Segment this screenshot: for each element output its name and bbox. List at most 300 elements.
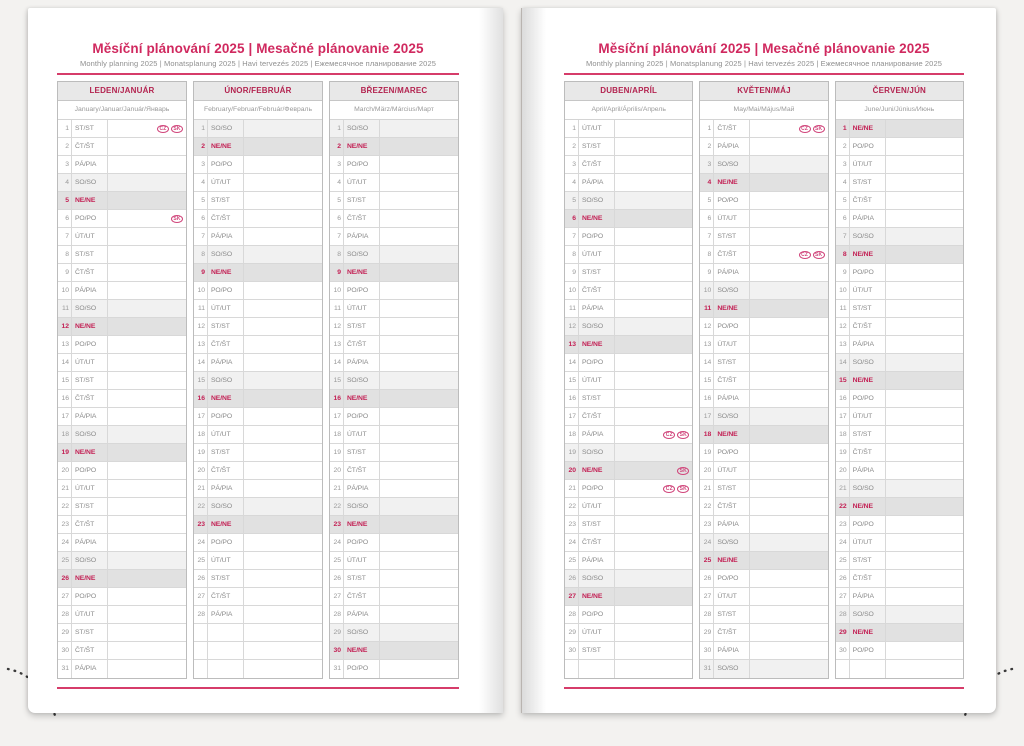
day-row: [836, 300, 963, 318]
notes-cell: [108, 318, 186, 335]
notes-cell: [244, 462, 322, 479]
notes-cell: [108, 480, 186, 497]
notes-cell: [615, 552, 692, 569]
notes-cell: [380, 624, 458, 641]
notes-cell: [615, 534, 692, 551]
day-name: ÚT/UT: [579, 498, 615, 515]
day-name: ST/ST: [344, 192, 380, 209]
day-name: ČT/ŠT: [579, 156, 615, 173]
day-row: [700, 192, 827, 210]
day-name: PÁ/PIA: [579, 426, 615, 443]
day-name: ÚT/UT: [72, 228, 108, 245]
day-row: [700, 462, 827, 480]
day-number: 30: [330, 642, 344, 659]
day-name: PO/PO: [579, 480, 615, 497]
day-number: 14: [330, 354, 344, 371]
day-name: NE/NE: [208, 264, 244, 281]
notes-cell: [615, 588, 692, 605]
day-row: [58, 642, 186, 660]
day-row: [58, 462, 186, 480]
day-row: [565, 156, 692, 174]
day-name: ST/ST: [850, 552, 886, 569]
notes-cell: [615, 660, 692, 678]
day-number: 7: [58, 228, 72, 245]
day-number: 15: [836, 372, 850, 389]
day-row: [330, 282, 458, 300]
day-name: NE/NE: [344, 138, 380, 155]
day-row: [58, 354, 186, 372]
day-number: [194, 642, 208, 659]
notes-cell: [615, 318, 692, 335]
day-name: ČT/ŠT: [208, 210, 244, 227]
notes-cell: [244, 426, 322, 443]
day-name: SO/SO: [72, 300, 108, 317]
day-number: 20: [194, 462, 208, 479]
day-number: 3: [700, 156, 714, 173]
notes-cell: [750, 408, 827, 425]
notes-cell: [380, 606, 458, 623]
day-number: 23: [330, 516, 344, 533]
day-name: ST/ST: [208, 318, 244, 335]
notes-cell: [108, 156, 186, 173]
day-name: NE/NE: [714, 552, 750, 569]
day-name: NE/NE: [72, 192, 108, 209]
day-number: 21: [194, 480, 208, 497]
day-row: [330, 552, 458, 570]
month-table: [57, 81, 187, 679]
day-number: 18: [565, 426, 579, 443]
notes-cell: [886, 642, 963, 659]
day-number: 1: [700, 120, 714, 137]
notes-cell: [615, 570, 692, 587]
day-row: [58, 210, 186, 228]
day-number: 8: [58, 246, 72, 263]
page-right: [521, 8, 996, 713]
day-number: 25: [700, 552, 714, 569]
day-number: 3: [565, 156, 579, 173]
day-name: ÚT/UT: [850, 408, 886, 425]
notes-cell: [886, 570, 963, 587]
day-name: ČT/ŠT: [714, 624, 750, 641]
day-number: 13: [194, 336, 208, 353]
day-name: NE/NE: [850, 498, 886, 515]
day-name: ÚT/UT: [850, 156, 886, 173]
day-name: PÁ/PIA: [850, 588, 886, 605]
day-name: ČT/ŠT: [714, 498, 750, 515]
day-number: 28: [330, 606, 344, 623]
day-name: ČT/ŠT: [344, 462, 380, 479]
holiday-badge-cz: CZ: [799, 251, 811, 259]
notes-cell: [750, 228, 827, 245]
day-number: 24: [836, 534, 850, 551]
page-subtitle: Monthly planning 2025 | Monatsplanung 2025 | Havi tervezés 2025 | Ежемесячное планирование 2025: [79, 59, 436, 68]
notes-cell: [244, 228, 322, 245]
day-number: 21: [836, 480, 850, 497]
day-name: SO/SO: [850, 480, 886, 497]
day-row: [700, 570, 827, 588]
day-number: 13: [58, 336, 72, 353]
notes-cell: [380, 480, 458, 497]
day-number: 19: [194, 444, 208, 461]
empty-row: [194, 660, 322, 678]
holiday-badge-sk: SK: [813, 251, 825, 259]
day-name: PÁ/PIA: [344, 354, 380, 371]
day-name: ST/ST: [72, 246, 108, 263]
day-number: 5: [58, 192, 72, 209]
day-name: SO/SO: [72, 426, 108, 443]
top-rule: [57, 73, 459, 75]
notes-cell: [108, 552, 186, 569]
month-subheader: April/April/Április/Апрель: [565, 101, 692, 120]
notes-cell: [750, 246, 827, 263]
day-name: PO/PO: [850, 516, 886, 533]
day-number: 12: [194, 318, 208, 335]
day-row: [836, 516, 963, 534]
notes-cell: [886, 372, 963, 389]
day-name: SO/SO: [714, 156, 750, 173]
day-row: [58, 552, 186, 570]
notes-cell: [244, 534, 322, 551]
day-name: SO/SO: [344, 120, 380, 137]
day-name: ÚT/UT: [579, 372, 615, 389]
day-row: [58, 372, 186, 390]
day-row: [330, 120, 458, 138]
day-row: [58, 570, 186, 588]
day-name: PÁ/PIA: [714, 138, 750, 155]
day-row: [700, 210, 827, 228]
day-number: 12: [330, 318, 344, 335]
holiday-badge-cz: CZ: [663, 431, 675, 439]
day-name: ČT/ŠT: [208, 462, 244, 479]
day-row: [194, 606, 322, 624]
notes-cell: [380, 336, 458, 353]
day-row: [836, 228, 963, 246]
day-name: PO/PO: [208, 156, 244, 173]
day-row: [700, 588, 827, 606]
notes-cell: [244, 570, 322, 587]
day-row: [330, 642, 458, 660]
day-number: 13: [565, 336, 579, 353]
day-number: 6: [700, 210, 714, 227]
day-row: [565, 264, 692, 282]
day-name: ČT/ŠT: [850, 570, 886, 587]
notes-cell: [886, 318, 963, 335]
day-number: 21: [58, 480, 72, 497]
day-number: 25: [58, 552, 72, 569]
day-name: PO/PO: [208, 534, 244, 551]
day-name: ÚT/UT: [208, 300, 244, 317]
day-name: ČT/ŠT: [714, 120, 750, 137]
day-row: [330, 606, 458, 624]
day-row: [565, 462, 692, 480]
month-subheader: March/März/Március/Март: [330, 101, 458, 120]
day-row: [836, 354, 963, 372]
notes-cell: [886, 264, 963, 281]
notes-cell: [380, 444, 458, 461]
day-row: [58, 192, 186, 210]
notes-cell: [244, 498, 322, 515]
day-row: [700, 120, 827, 138]
day-name: ČT/ŠT: [72, 390, 108, 407]
day-number: 19: [58, 444, 72, 461]
notes-cell: [886, 174, 963, 191]
notes-cell: [886, 354, 963, 371]
day-number: 24: [565, 534, 579, 551]
notes-cell: [886, 588, 963, 605]
day-number: 1: [565, 120, 579, 137]
day-number: 31: [58, 660, 72, 678]
day-row: [330, 498, 458, 516]
day-row: [700, 408, 827, 426]
month-header: BŘEZEN/MAREC: [330, 82, 458, 101]
day-name: ST/ST: [344, 318, 380, 335]
day-row: [194, 570, 322, 588]
day-number: 5: [565, 192, 579, 209]
day-number: 30: [58, 642, 72, 659]
day-number: 28: [700, 606, 714, 623]
day-row: [194, 120, 322, 138]
day-number: 19: [565, 444, 579, 461]
notes-cell: [244, 300, 322, 317]
day-name: PÁ/PIA: [72, 282, 108, 299]
day-name: PO/PO: [344, 534, 380, 551]
bottom-rule: [564, 687, 964, 689]
holiday-badge-cz: CZ: [663, 485, 675, 493]
day-number: 17: [836, 408, 850, 425]
day-number: 1: [58, 120, 72, 137]
day-number: 5: [194, 192, 208, 209]
day-row: [836, 444, 963, 462]
day-number: 26: [330, 570, 344, 587]
day-name: SO/SO: [72, 552, 108, 569]
day-row: [565, 498, 692, 516]
day-number: 10: [836, 282, 850, 299]
day-row: [565, 192, 692, 210]
day-row: [836, 264, 963, 282]
day-name: PO/PO: [579, 228, 615, 245]
notes-cell: [108, 498, 186, 515]
notes-cell: [886, 552, 963, 569]
day-row: [330, 408, 458, 426]
notes-cell: [108, 408, 186, 425]
day-row: [58, 588, 186, 606]
day-number: 3: [330, 156, 344, 173]
day-name: PÁ/PIA: [208, 606, 244, 623]
holiday-badge-sk: SK: [813, 125, 825, 133]
day-name: NE/NE: [72, 444, 108, 461]
day-name: ÚT/UT: [714, 336, 750, 353]
day-name: NE/NE: [208, 516, 244, 533]
day-row: [58, 138, 186, 156]
day-number: 4: [58, 174, 72, 191]
empty-row: [836, 660, 963, 678]
day-number: 12: [565, 318, 579, 335]
day-name: PÁ/PIA: [714, 264, 750, 281]
notes-cell: [750, 606, 827, 623]
holiday-badge-sk: SK: [171, 125, 183, 133]
day-number: 6: [330, 210, 344, 227]
day-row: [330, 210, 458, 228]
day-name: [208, 624, 244, 641]
day-row: [58, 246, 186, 264]
day-name: ČT/ŠT: [850, 444, 886, 461]
month-header: ČERVEN/JÚN: [836, 82, 963, 101]
day-name: ST/ST: [850, 174, 886, 191]
notes-cell: [615, 246, 692, 263]
day-name: ÚT/UT: [850, 534, 886, 551]
day-number: 16: [700, 390, 714, 407]
day-row: [700, 336, 827, 354]
day-row: [836, 246, 963, 264]
day-name: SO/SO: [344, 372, 380, 389]
notes-cell: [750, 300, 827, 317]
notes-cell: [380, 426, 458, 443]
notes-cell: [244, 156, 322, 173]
month-table: [329, 81, 459, 679]
notes-cell: [380, 462, 458, 479]
notes-cell: [380, 534, 458, 551]
day-row: [194, 372, 322, 390]
notes-cell: [244, 444, 322, 461]
day-row: [836, 462, 963, 480]
notes-cell: [380, 246, 458, 263]
day-row: [565, 642, 692, 660]
day-row: [194, 426, 322, 444]
notes-cell: [750, 642, 827, 659]
day-name: PÁ/PIA: [579, 552, 615, 569]
day-number: 29: [565, 624, 579, 641]
day-number: 2: [194, 138, 208, 155]
day-number: 26: [194, 570, 208, 587]
notes-cell: [380, 390, 458, 407]
notes-cell: [886, 444, 963, 461]
day-name: ÚT/UT: [344, 426, 380, 443]
day-name: PO/PO: [850, 264, 886, 281]
day-name: [579, 660, 615, 678]
day-name: PO/PO: [850, 138, 886, 155]
notes-cell: [886, 624, 963, 641]
notes-cell: [380, 174, 458, 191]
day-name: ČT/ŠT: [714, 372, 750, 389]
holiday-badge-sk: SK: [677, 485, 689, 493]
notes-cell: [886, 282, 963, 299]
day-row: [330, 426, 458, 444]
day-row: [836, 498, 963, 516]
day-number: 7: [836, 228, 850, 245]
notes-cell: [380, 210, 458, 227]
day-name: PO/PO: [208, 282, 244, 299]
day-name: ST/ST: [579, 642, 615, 659]
day-row: [58, 390, 186, 408]
day-number: 9: [565, 264, 579, 281]
day-row: [194, 282, 322, 300]
notes-cell: [886, 138, 963, 155]
day-row: [330, 336, 458, 354]
day-number: 7: [194, 228, 208, 245]
month-subheader: May/Mai/Május/Май: [700, 101, 827, 120]
notes-cell: [108, 354, 186, 371]
notes-cell: [108, 624, 186, 641]
day-number: 17: [565, 408, 579, 425]
day-name: PÁ/PIA: [344, 480, 380, 497]
day-name: NE/NE: [344, 264, 380, 281]
day-number: 2: [58, 138, 72, 155]
day-row: [58, 624, 186, 642]
notes-cell: [750, 552, 827, 569]
notes-cell: [750, 372, 827, 389]
day-row: [58, 534, 186, 552]
day-name: ÚT/UT: [850, 282, 886, 299]
notes-cell: [244, 390, 322, 407]
day-row: [565, 246, 692, 264]
notes-cell: [886, 390, 963, 407]
notes-cell: [615, 606, 692, 623]
day-row: [58, 336, 186, 354]
notes-cell: [244, 336, 322, 353]
day-name: PO/PO: [714, 570, 750, 587]
notes-cell: [380, 228, 458, 245]
day-row: [194, 444, 322, 462]
month-subheader: January/Januar/Január/Январь: [58, 101, 186, 120]
day-name: PÁ/PIA: [714, 642, 750, 659]
day-name: NE/NE: [72, 570, 108, 587]
notes-cell: [750, 156, 827, 173]
day-number: 2: [565, 138, 579, 155]
notes-cell: [615, 120, 692, 137]
day-number: 16: [194, 390, 208, 407]
day-number: 29: [700, 624, 714, 641]
day-row: [58, 498, 186, 516]
notes-cell: [108, 642, 186, 659]
day-number: 13: [700, 336, 714, 353]
day-number: 11: [700, 300, 714, 317]
holiday-badge-sk: SK: [171, 215, 183, 223]
day-name: PÁ/PIA: [72, 660, 108, 678]
day-row: [330, 372, 458, 390]
notes-cell: [380, 516, 458, 533]
day-number: 11: [836, 300, 850, 317]
day-number: 15: [700, 372, 714, 389]
day-name: ÚT/UT: [72, 354, 108, 371]
day-number: 11: [565, 300, 579, 317]
day-name: PO/PO: [344, 660, 380, 678]
day-name: [850, 660, 886, 678]
day-name: SO/SO: [208, 120, 244, 137]
day-row: [836, 210, 963, 228]
notes-cell: [108, 120, 186, 137]
notes-cell: [244, 138, 322, 155]
day-number: 23: [700, 516, 714, 533]
day-number: 18: [330, 426, 344, 443]
notes-cell: [615, 498, 692, 515]
day-name: PÁ/PIA: [72, 534, 108, 551]
notes-cell: [615, 192, 692, 209]
day-row: [836, 282, 963, 300]
day-row: [565, 570, 692, 588]
day-row: [330, 264, 458, 282]
day-row: [58, 174, 186, 192]
day-row: [565, 444, 692, 462]
empty-row: [565, 660, 692, 678]
day-row: [194, 354, 322, 372]
day-row: [58, 300, 186, 318]
day-name: SO/SO: [850, 606, 886, 623]
day-row: [58, 408, 186, 426]
notes-cell: [244, 606, 322, 623]
day-name: PÁ/PIA: [208, 354, 244, 371]
day-row: [700, 480, 827, 498]
day-row: [330, 228, 458, 246]
